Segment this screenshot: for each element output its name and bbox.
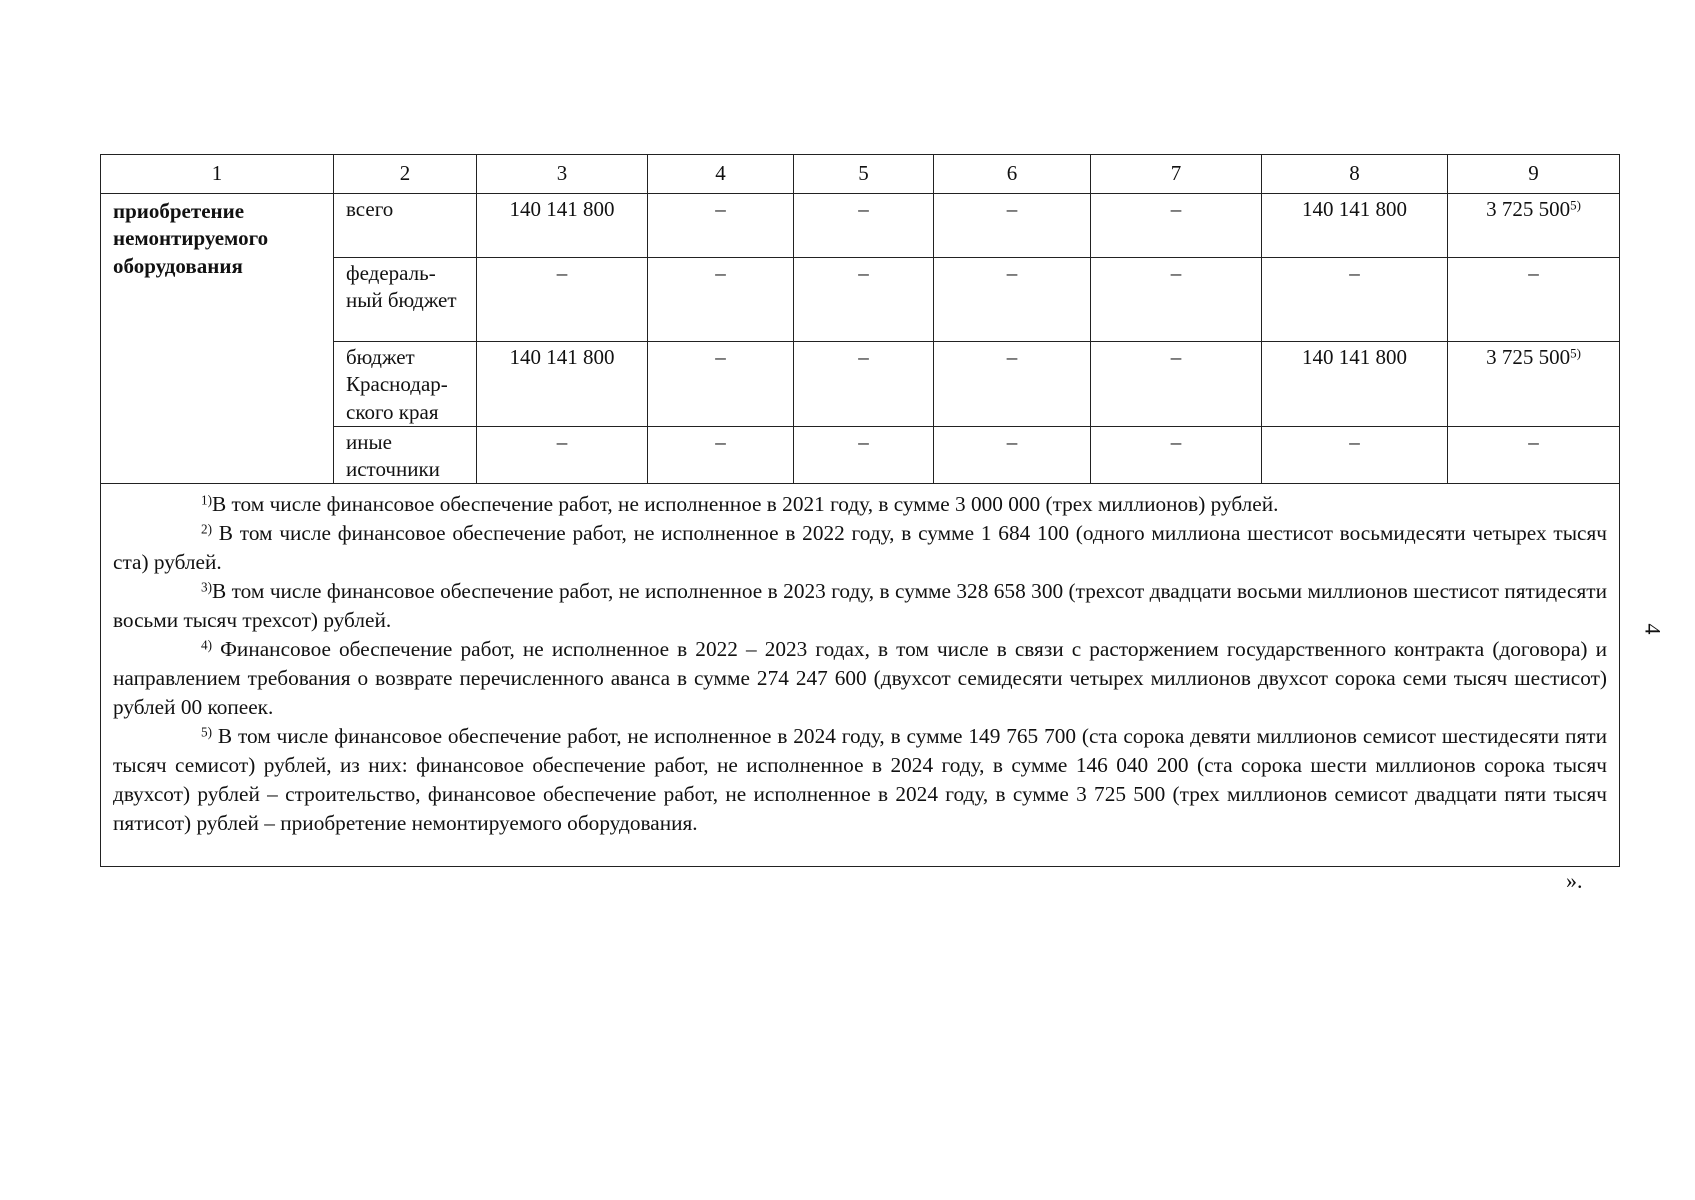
value-cell: –: [648, 258, 794, 342]
footnote: [113, 519, 1607, 577]
value-cell: –: [477, 426, 648, 484]
value-cell: 140 141 800: [1262, 194, 1448, 258]
value-cell: –: [794, 258, 934, 342]
footnote-text: В том числе финансовое обеспечение работ, не исполненное в 2021 году, в сумме 3 000 000 (трех миллионов) рублей.: [212, 492, 1279, 517]
funding-source-cell: федераль-ный бюджет: [334, 258, 477, 342]
footnotes-row: [101, 484, 1620, 867]
footnote: [113, 635, 1607, 722]
funding-source-cell: бюджет Краснодар-ского края: [334, 342, 477, 427]
item-name-cell: приобретение немонтируемого оборудования: [101, 194, 334, 484]
funding-source-cell: всего: [334, 194, 477, 258]
footnote-text: В том числе финансовое обеспечение работ, не исполненное в 2023 году, в сумме 328 658 300 (трехсот двадцати восьми миллионов шестисот пятидесяти восьми тысяч трехсот) рублей.: [113, 579, 1607, 633]
value-cell: –: [1091, 426, 1262, 484]
value-cell: –: [794, 426, 934, 484]
value-cell: –: [934, 258, 1091, 342]
footnotes-cell: [101, 484, 1620, 867]
footnote-mark: 1): [201, 492, 212, 508]
footnote-mark: 4): [201, 637, 212, 653]
value-cell: –: [1448, 426, 1620, 484]
table-row: [101, 194, 1620, 258]
value-cell: –: [794, 342, 934, 427]
column-number: 4: [648, 155, 794, 194]
footnote-mark: 5): [201, 724, 212, 740]
value-cell: –: [1091, 342, 1262, 427]
footnote-mark: 2): [201, 521, 212, 537]
value-text: 3 725 500: [1486, 197, 1571, 221]
value-cell: –: [934, 194, 1091, 258]
value-cell: –: [477, 258, 648, 342]
value-cell: –: [1091, 258, 1262, 342]
value-cell: –: [1262, 258, 1448, 342]
footnote-ref: 5): [1570, 197, 1581, 213]
page-number: 4: [1640, 623, 1666, 635]
value-text: 3 725 500: [1486, 345, 1571, 369]
column-number: 9: [1448, 155, 1620, 194]
closing-quote-mark: ».: [1566, 868, 1583, 893]
value-cell-with-note: [1448, 194, 1620, 258]
value-cell: 140 141 800: [477, 194, 648, 258]
column-number: 2: [334, 155, 477, 194]
footnote-ref: 5): [1570, 345, 1581, 361]
footnote-text: В том числе финансовое обеспечение работ, не исполненное в 2024 году, в сумме 149 765 700 (ста сорока девяти миллионов семисот шестидесяти пяти тысяч семисот) рублей, из них: финансовое обеспечение работ, не исполненное в 2024 году, в сумме 146 040 200 (ста сорока шести миллионов сорока тысяч двухсот) рублей – строительство, финансовое обеспечение работ, не исполненное в 2024 году, в сумме 3 725 500 (трех миллионов семисот двадцати пяти тысяч пятисот) рублей – приобретение немонтируемого оборудования.: [113, 724, 1607, 836]
footnote: [113, 490, 1607, 519]
footnote: [113, 722, 1607, 838]
value-cell: 140 141 800: [1262, 342, 1448, 427]
footnote-text: В том числе финансовое обеспечение работ, не исполненное в 2022 году, в сумме 1 684 100 (одного миллиона шестисот восьмидесяти четырех тысяч ста) рублей.: [113, 521, 1607, 575]
column-number: 3: [477, 155, 648, 194]
value-cell: –: [934, 426, 1091, 484]
value-cell: –: [648, 342, 794, 427]
column-number: 8: [1262, 155, 1448, 194]
column-number: 7: [1091, 155, 1262, 194]
value-cell: 140 141 800: [477, 342, 648, 427]
footnote: [113, 577, 1607, 635]
value-cell: –: [794, 194, 934, 258]
funding-source-cell: иные источники: [334, 426, 477, 484]
footnote-text: Финансовое обеспечение работ, не исполненное в 2022 – 2023 годах, в том числе в связи с расторжением государственного контракта (договора) и направлением требования о возврате перечисленного аванса в сумме 274 247 600 (двухсот семидесяти четырех миллионов двухсот сорока семи тысяч шестисот) рублей 00 копеек.: [113, 637, 1607, 720]
value-cell: –: [648, 426, 794, 484]
column-number: 1: [101, 155, 334, 194]
column-number-row: [101, 155, 1620, 194]
value-cell: –: [1091, 194, 1262, 258]
value-cell: –: [1262, 426, 1448, 484]
column-number: 5: [794, 155, 934, 194]
value-cell-with-note: [1448, 342, 1620, 427]
footnote-mark: 3): [201, 579, 212, 595]
value-cell: –: [648, 194, 794, 258]
value-cell: –: [934, 342, 1091, 427]
value-cell: –: [1448, 258, 1620, 342]
column-number: 6: [934, 155, 1091, 194]
budget-table: [100, 154, 1620, 867]
